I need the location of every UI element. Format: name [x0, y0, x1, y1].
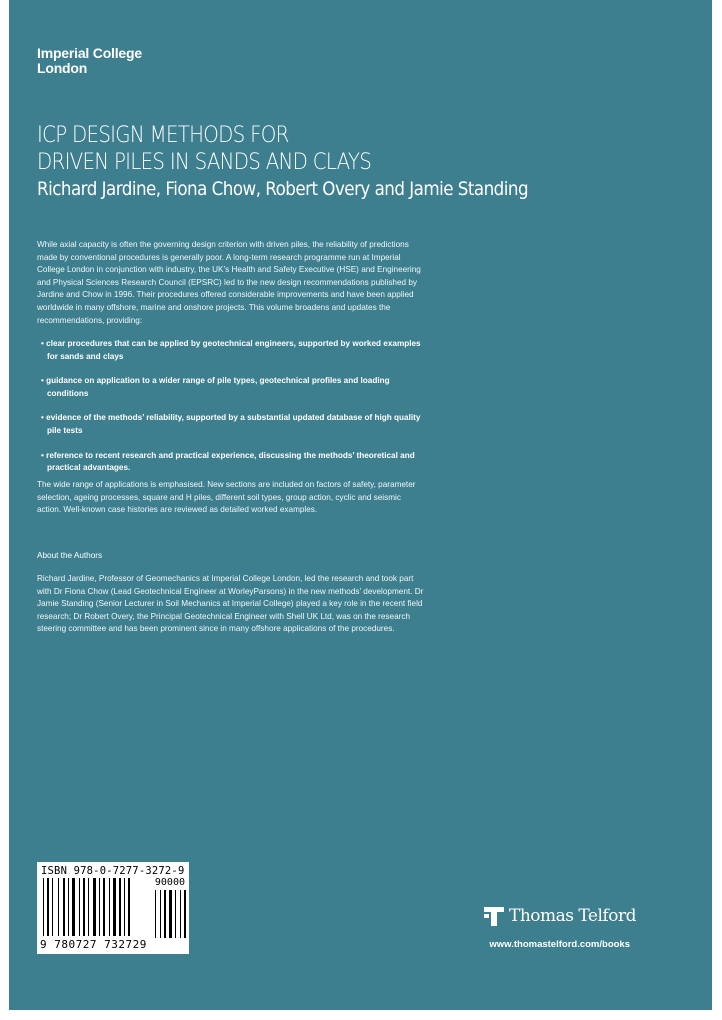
- book-authors: Richard Jardine, Fiona Chow, Robert Overy and Jamie Standing: [37, 178, 529, 200]
- addon-bar: [164, 890, 166, 938]
- book-title: [37, 122, 371, 176]
- addon-bar: [169, 890, 172, 938]
- about-authors-paragraph: Richard Jardine, Professor of Geomechanics at Imperial College London, led the research and took part with Dr Fiona Chow (Lead Geotechnical Engineer at WorleyParsons) in the new methods’ development. Dr Jamie Standing (Senior Lecturer in Soil Mechanics at Imperial College) played a key role in the recent field research; Dr Robert Overy, the Principal Geotechnical Engineer with Shell UK Ltd, was on the research steering committee and has been prominent since in many offshore applications of the procedures.: [37, 574, 424, 634]
- ean-digits: 9 780727 732729: [40, 938, 147, 951]
- barcode-bar: [119, 878, 121, 936]
- logo-line-1: Imperial College: [37, 45, 142, 61]
- isbn-number: ISBN 978-0-7277-3272-9: [41, 865, 185, 877]
- barcode-bar: [43, 878, 44, 936]
- publisher-url[interactable]: www.thomastelford.com/books: [489, 939, 630, 950]
- applications-paragraph: The wide range of applications is emphasised. New sections are included on factors of safety, parameter selection, ageing processes, square and H piles, different soil types, group action, cyclic and seismic action. Well-known case histories are reviewed as detailed worked examples.: [37, 480, 416, 515]
- barcode-bar: [88, 878, 89, 936]
- barcode-bar: [109, 878, 110, 936]
- list-item: • reference to recent research and practical experience, discussing the methods’ theoretical and practical advantages.: [41, 450, 415, 473]
- barcode-bar: [79, 878, 80, 936]
- imperial-college-logo: [37, 46, 142, 76]
- addon-bar: [184, 890, 186, 938]
- barcode-bar: [72, 878, 75, 936]
- addon-bar: [180, 890, 181, 938]
- barcode-bar: [52, 878, 53, 936]
- barcode-bar: [68, 878, 69, 936]
- intro-paragraph: While axial capacity is often the governing design criterion with driven piles, the reliability of predictions made by conventional procedures is generally poor. A long-term research programme run at Imperial College London in conjunction with industry, the UK’s Health and Safety Executive (HSE) and Engineering and Physical Sciences Research Council (EPSRC) led to the new design recommendations published by Jardine and Chow in 1996. Their procedures offered considerable improvements and have been applied worldwide in many offshore, marine and onshore projects. This volume broadens and updates the recommendations, providing:: [37, 240, 421, 325]
- addon-bar: [155, 890, 156, 938]
- barcode-bar: [124, 878, 125, 936]
- about-authors-heading: About the Authors: [37, 551, 103, 560]
- isbn-barcode: [37, 862, 189, 954]
- addon-bar: [160, 890, 161, 938]
- barcode-bar: [99, 878, 100, 936]
- barcode-bar: [47, 878, 49, 936]
- publisher-logo: [483, 905, 636, 927]
- barcode-bar: [58, 878, 59, 936]
- barcode-bar: [83, 878, 85, 936]
- publisher-name: Thomas Telford: [509, 906, 636, 926]
- back-cover: [9, 0, 712, 1010]
- list-item: • evidence of the methods’ reliability, supported by a substantial updated database of high quality pile tests: [41, 413, 421, 435]
- barcode-bar: [103, 878, 105, 936]
- barcode-bar: [128, 878, 130, 936]
- thomas-telford-logo-icon: [483, 905, 505, 927]
- addon-bar: [175, 890, 176, 938]
- features-list: [41, 338, 421, 487]
- barcode-bar: [63, 878, 65, 936]
- barcode-bar: [93, 878, 96, 936]
- list-item: • clear procedures that can be applied by geotechnical engineers, supported by worked examples for sands and clays: [41, 339, 421, 361]
- title-line-2: DRIVEN PILES IN SANDS AND CLAYS: [37, 150, 372, 175]
- logo-line-2: London: [37, 60, 88, 76]
- list-item: • guidance on application to a wider range of pile types, geotechnical profiles and loading conditions: [41, 376, 390, 398]
- price-addon-code: 90000: [154, 877, 185, 888]
- barcode-bar: [113, 878, 116, 936]
- title-line-1: ICP DESIGN METHODS FOR: [37, 123, 289, 148]
